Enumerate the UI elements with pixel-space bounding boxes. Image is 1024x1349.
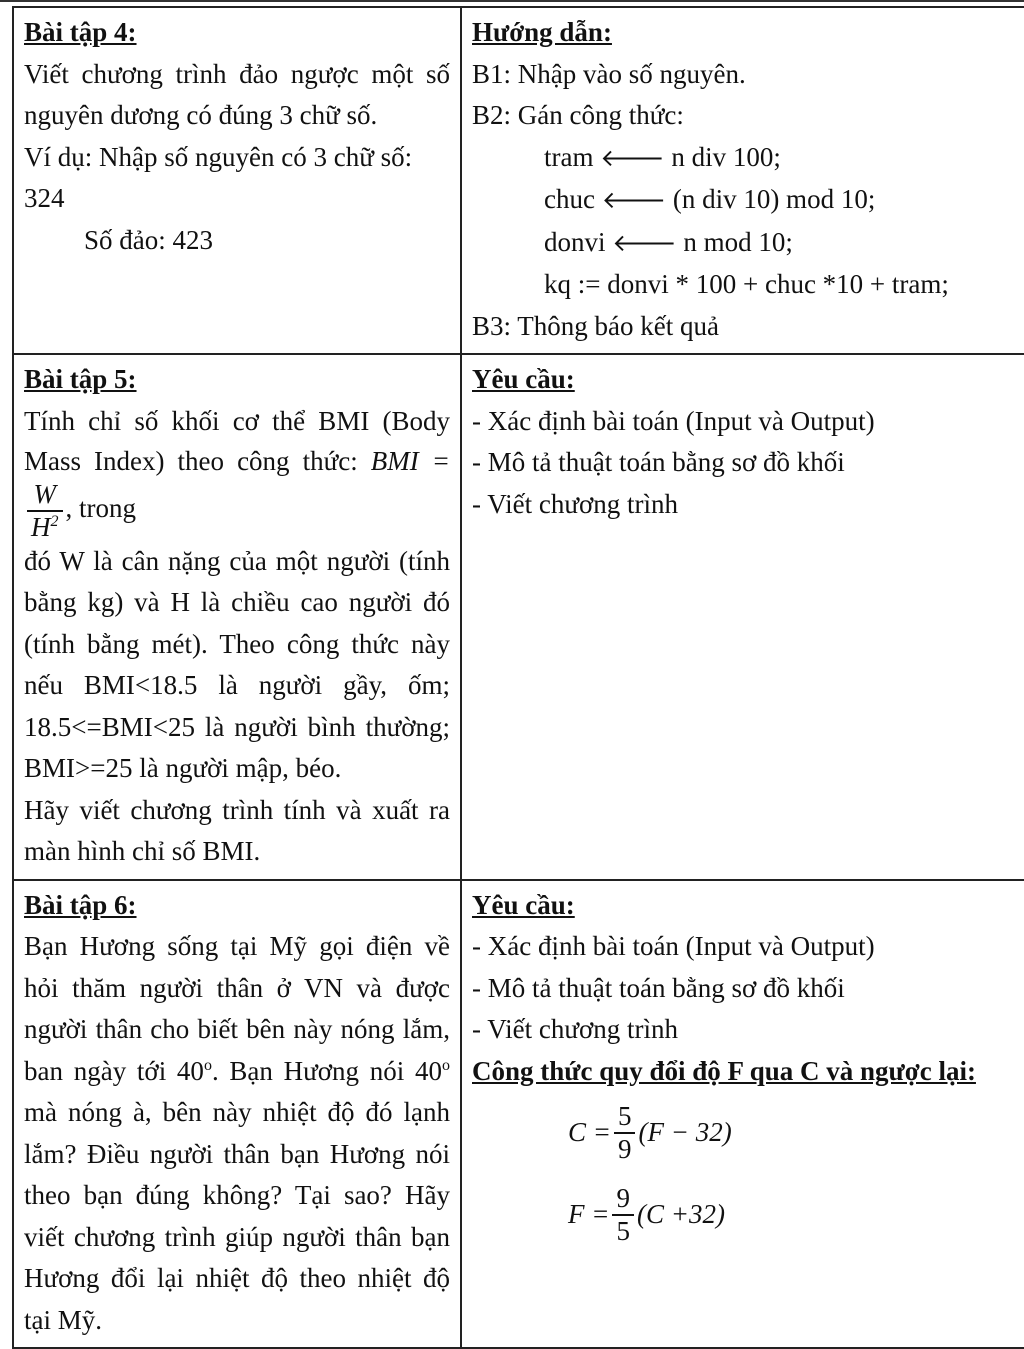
exercise-5-requirements-cell [461, 354, 1024, 880]
guide-step-1: B1: Nhập vào số nguyên. [472, 58, 746, 89]
formula-fahrenheit [472, 1174, 1024, 1256]
formula-f-rhs: (C +32) [636, 1199, 725, 1230]
bmi-intro-text: Tính chỉ số khối cơ thể BMI (Body Mass Index) theo công thức: [24, 405, 450, 476]
code-var: chuc [544, 184, 595, 214]
code-line-donvi [472, 222, 1024, 265]
requirement-item: - Xác định bài toán (Input và Output) [472, 931, 875, 961]
exercise-5-problem-cell [13, 354, 461, 880]
exercise-5-intro [24, 401, 450, 541]
requirement-item: - Viết chương trình [472, 488, 679, 519]
exercise-6-text-part: mà nóng à, bên này nhiệt độ đó lạnh lắm? Điều người thân bạn Hương nói theo bạn đúng không? Tại sao? Hãy viết chương trình giúp người thân bạn Hương đổi lại nhiệt độ theo nhiệt độ tại Mỹ. [24, 1097, 450, 1335]
formula-c-denominator: 9 [617, 1134, 632, 1164]
requirement-item: - Viết chương trình [472, 1014, 679, 1044]
code-expr: n div 100; [671, 141, 781, 172]
guide-step-3: B3: Thông báo kết quả [472, 310, 719, 341]
bmi-numerator: W [27, 481, 63, 512]
exercise-5-title: Bài tập 5: [24, 364, 137, 394]
exercise-4-statement: Viết chương trình đảo ngược một số nguyên dương có đúng 3 chữ số. [24, 58, 450, 130]
exercise-4-guide-title: Hướng dẫn: [472, 17, 612, 47]
exercise-6-requirements-cell [461, 880, 1024, 1349]
exercise-table [12, 6, 1024, 1349]
exercise-6-title: Bài tập 6: [24, 889, 137, 920]
code-expr: n mod 10; [683, 226, 793, 257]
formula-celsius [472, 1092, 1024, 1174]
bmi-denominator [27, 512, 63, 541]
left-arrow-icon: 🡐 [600, 143, 665, 172]
left-arrow-icon: 🡐 [601, 186, 667, 214]
guide-step-2: B2: Gán công thức: [472, 100, 684, 130]
exercise-row-4 [13, 7, 1024, 354]
requirement-item: - Mô tả thuật toán bằng sơ đồ khối [472, 447, 845, 477]
formula-f-numerator: 9 [612, 1185, 634, 1216]
formula-c-fraction [614, 1103, 636, 1163]
code-var: donvi [544, 226, 606, 257]
exercise-row-5 [13, 354, 1024, 880]
code-line-kq: kq := donvi * 100 + chuc *10 + tram; [544, 269, 949, 299]
requirement-item: - Xác định bài toán (Input và Output) [472, 405, 875, 436]
exercise-4-example-output: Số đảo: 423 [84, 224, 214, 255]
conversion-formula-title: Công thức quy đổi độ F qua C và ngược lại: [472, 1055, 976, 1086]
formula-c-lhs: C = [568, 1117, 611, 1148]
bmi-denominator-exponent: 2 [50, 512, 59, 530]
exercise-6-problem-cell [13, 880, 461, 1349]
requirement-item: - Mô tả thuật toán bằng sơ đồ khối [472, 972, 845, 1003]
formula-c-rhs: (F − 32) [638, 1117, 732, 1148]
exercise-row-6 [13, 880, 1024, 1349]
code-var: tram [544, 141, 594, 172]
formula-f-lhs: F = [568, 1199, 610, 1230]
exercise-5-body: đó W là cân nặng của một người (tính bằng kg) và H là chiều cao người đó (tính bằng mét). Theo công thức này nếu BMI<18.5 là người gầy, ốm; 18.5<=BMI<25 là người bình thường; BMI>=25 là người mập, béo. [24, 545, 450, 783]
degree-symbol: o [442, 1056, 451, 1074]
degree-symbol: o [203, 1056, 212, 1074]
code-line-chuc [472, 179, 1024, 222]
bmi-denominator-base: H [31, 511, 51, 542]
formula-f-denominator: 5 [616, 1216, 630, 1246]
exercise-6-requirements-title: Yêu cầu: [472, 889, 575, 920]
exercise-4-problem-cell [13, 7, 461, 354]
exercise-6-text-part: . Bạn Hương nói 40 [211, 1055, 443, 1086]
left-arrow-icon: 🡐 [612, 228, 677, 257]
exercise-6-body [24, 926, 450, 1341]
top-border-line [0, 0, 1024, 2]
bmi-formula-trailing: , trong [65, 492, 136, 523]
exercise-4-title: Bài tập 4: [24, 17, 137, 47]
code-line-tram [472, 137, 1024, 180]
code-expr: (n div 10) mod 10; [672, 184, 876, 214]
exercise-4-guide-cell [461, 7, 1024, 354]
exercise-4-example-input: Ví dụ: Nhập số nguyên có 3 chữ số: 324 [24, 141, 413, 213]
exercise-6-text-part: Bạn Hương sống tại Mỹ gọi điện về hỏi thăm người thân ở VN và được người thân cho biết bên này nóng lắm, ban ngày tới 40 [24, 931, 450, 1086]
bmi-fraction [27, 478, 63, 542]
bmi-formula-lhs: BMI = [370, 445, 450, 476]
exercise-5-requirements-title: Yêu cầu: [472, 364, 575, 394]
formula-c-numerator: 5 [614, 1103, 636, 1134]
exercise-5-task: Hãy viết chương trình tính và xuất ra màn hình chỉ số BMI. [24, 794, 450, 866]
formula-f-fraction [612, 1185, 634, 1245]
